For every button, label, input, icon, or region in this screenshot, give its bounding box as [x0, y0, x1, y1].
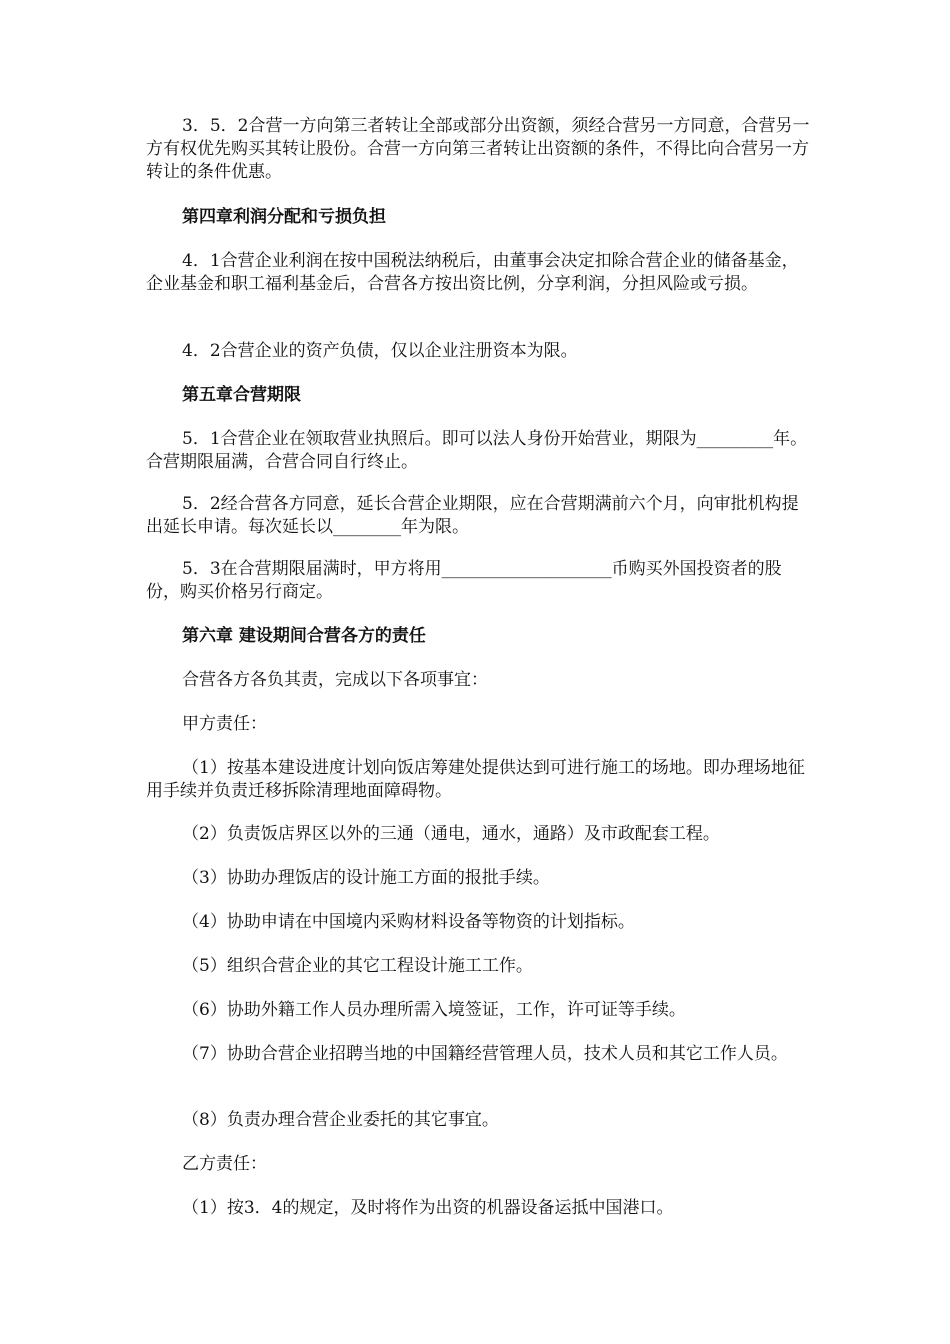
party-b-label: 乙方责任： — [182, 1154, 267, 1174]
party-a-item-7: （7）协助合营企业招聘当地的中国籍经营管理人员，技术人员和其它工作人员。 — [182, 1044, 788, 1064]
party-a-item-5: （5）组织合营企业的其它工程设计施工工作。 — [182, 956, 533, 976]
clause-5-1: 5．1合营企业在领取营业执照后。即可以法人身份开始营业，期限为_________年。合营期限届满，合营合同自行终止。 — [146, 429, 808, 472]
party-a-item-1: （1）按基本建设进度计划向饭店筹建处提供达到可进行施工的场地。即办理场地征用手续并负责迁移拆除清理地面障碍物。 — [146, 758, 805, 801]
party-a-label: 甲方责任： — [182, 714, 267, 734]
party-a-item-3: （3）协助办理饭店的设计施工方面的报批手续。 — [182, 868, 550, 888]
party-a-item-4: （4）协助申请在中国境内采购材料设备等物资的计划指标。 — [182, 912, 635, 932]
chapter-5-heading: 第五章合营期限 — [182, 385, 301, 405]
clause-3-5-2: 3．5．2合营一方向第三者转让全部或部分出资额，须经合营另一方同意，合营另一方有权优先购买其转让股份。合营一方向第三者转让出资额的条件，不得比向合营另一方转让的条件优惠。 — [146, 116, 810, 182]
clause-4-1: 4．1合营企业利润在按中国税法纳税后，由董事会决定扣除合营企业的储备基金，企业基金和职工福利基金后，合营各方按出资比例，分享利润，分担风险或亏损。 — [146, 251, 799, 294]
party-b-item-1: （1）按3．4的规定，及时将作为出资的机器设备运抵中国港口。 — [182, 1198, 674, 1218]
chapter-6-intro: 合营各方各负其责，完成以下各项事宜： — [182, 670, 488, 690]
chapter-6-heading: 第六章 建设期间合营各方的责任 — [182, 626, 426, 646]
clause-5-3: 5．3在合营期限届满时，甲方将用____________________币购买外国投资者的股份，购买价格另行商定。 — [146, 559, 782, 602]
party-a-item-8: （8）负责办理合营企业委托的其它事宜。 — [182, 1110, 499, 1130]
clause-5-2: 5．2经合营各方同意，延长合营企业期限，应在合营期满前六个月，向审批机构提出延长申请。每次延长以________年为限。 — [146, 494, 799, 537]
party-a-item-2: （2）负责饭店界区以外的三通（通电，通水，通路）及市政配套工程。 — [182, 824, 720, 844]
clause-4-2: 4．2合营企业的资产负债，仅以企业注册资本为限。 — [182, 341, 578, 361]
party-a-item-6: （6）协助外籍工作人员办理所需入境签证，工作，许可证等手续。 — [182, 1000, 686, 1020]
chapter-4-heading: 第四章利润分配和亏损负担 — [182, 207, 386, 227]
